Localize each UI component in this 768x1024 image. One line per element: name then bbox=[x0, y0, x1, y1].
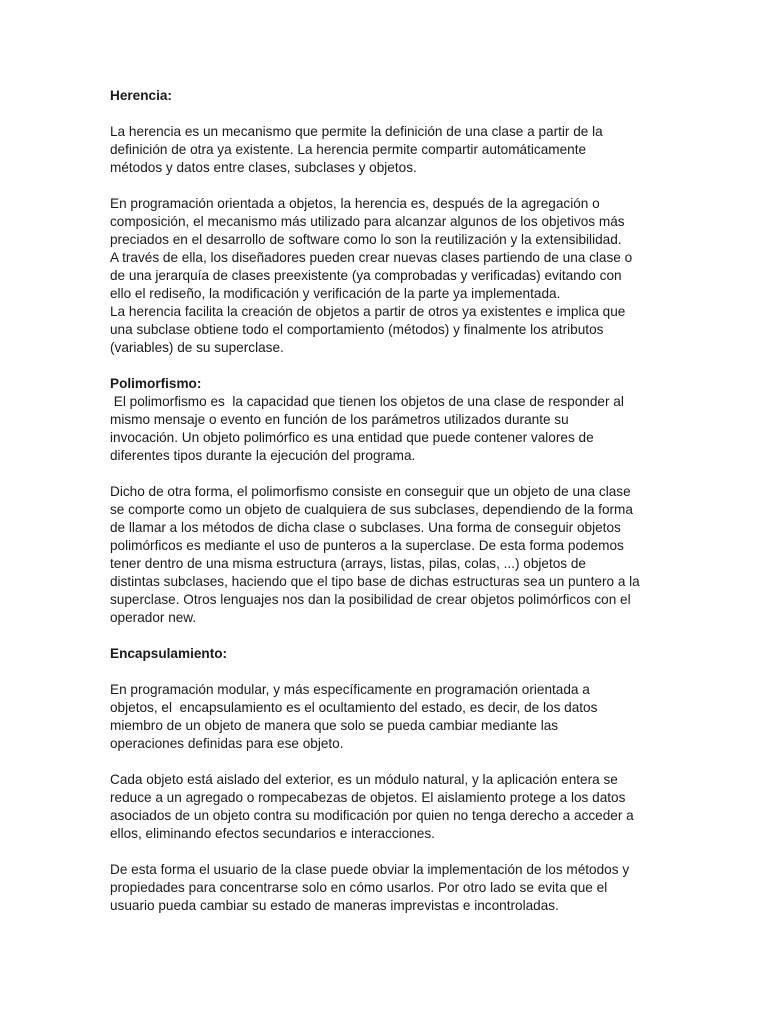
section-heading: Encapsulamiento: bbox=[110, 646, 228, 661]
section-2 bbox=[110, 375, 660, 627]
text-line: A través de ella, los diseñadores pueden crear nuevas clases partiendo de una clase o bbox=[110, 250, 633, 265]
text-line: se comporte como un objeto de cualquiera de sus subclases, dependiendo de la forma bbox=[110, 502, 633, 517]
paragraph bbox=[110, 681, 660, 753]
text-line: diferentes tipos durante la ejecución del programa. bbox=[110, 448, 416, 463]
text-line: operaciones definidas para ese objeto. bbox=[110, 736, 344, 751]
text-line: invocación. Un objeto polimórfico es una entidad que puede contener valores de bbox=[110, 430, 594, 445]
section-3 bbox=[110, 645, 660, 915]
text-line: Cada objeto está aislado del exterior, es un módulo natural, y la aplicación entera se bbox=[110, 772, 618, 787]
text-line: operador new. bbox=[110, 610, 197, 625]
text-line: ellos, eliminando efectos secundarios e interacciones. bbox=[110, 826, 435, 841]
text-line: La herencia facilita la creación de objetos a partir de otros ya existentes e implica que bbox=[110, 304, 626, 319]
text-line: De esta forma el usuario de la clase puede obviar la implementación de los métodos y bbox=[110, 862, 630, 877]
text-line: asociados de un objeto contra su modificación por quien no tenga derecho a acceder a bbox=[110, 808, 634, 823]
section-heading: Polimorfismo: bbox=[110, 376, 202, 391]
paragraph bbox=[110, 195, 660, 357]
text-line: de una jerarquía de clases preexistente (ya comprobadas y verificadas) evitando con bbox=[110, 268, 622, 283]
text-line: (variables) de su superclase. bbox=[110, 340, 284, 355]
paragraph bbox=[110, 393, 660, 465]
text-line: superclase. Otros lenguajes nos dan la posibilidad de crear objetos polimórficos con el bbox=[110, 592, 631, 607]
paragraph bbox=[110, 123, 660, 177]
text-line: La herencia es un mecanismo que permite la definición de una clase a partir de la bbox=[110, 124, 603, 139]
text-line: El polimorfismo es la capacidad que tienen los objetos de una clase de responder al bbox=[110, 394, 624, 409]
text-line: usuario pueda cambiar su estado de maneras imprevistas e incontroladas. bbox=[110, 898, 559, 913]
section-1 bbox=[110, 87, 660, 357]
text-line: En programación orientada a objetos, la herencia es, después de la agregación o bbox=[110, 196, 600, 211]
paragraph bbox=[110, 861, 660, 915]
paragraph bbox=[110, 771, 660, 843]
text-line: de llamar a los métodos de dicha clase o subclases. Una forma de conseguir objetos bbox=[110, 520, 621, 535]
text-line: reduce a un agregado o rompecabezas de objetos. El aislamiento protege a los datos bbox=[110, 790, 626, 805]
text-line: una subclase obtiene todo el comportamiento (métodos) y finalmente los atributos bbox=[110, 322, 604, 337]
text-line: polimórficos es mediante el uso de punteros a la superclase. De esta forma podemos bbox=[110, 538, 624, 553]
text-line: ello el rediseño, la modificación y verificación de la parte ya implementada. bbox=[110, 286, 561, 301]
document-body bbox=[110, 87, 660, 933]
section-heading: Herencia: bbox=[110, 88, 172, 103]
text-line: definición de otra ya existente. La herencia permite compartir automáticamente bbox=[110, 142, 587, 157]
text-line: distintas subclases, haciendo que el tipo base de dichas estructuras sea un puntero a la bbox=[110, 574, 640, 589]
text-line: preciados en el desarrollo de software como lo son la reutilización y la extensibilidad. bbox=[110, 232, 622, 247]
text-line: miembro de un objeto de manera que solo se pueda cambiar mediante las bbox=[110, 718, 559, 733]
text-line: objetos, el encapsulamiento es el ocultamiento del estado, es decir, de los datos bbox=[110, 700, 598, 715]
text-line: En programación modular, y más específicamente en programación orientada a bbox=[110, 682, 590, 697]
text-line: tener dentro de una misma estructura (arrays, listas, pilas, colas, ...) objetos de bbox=[110, 556, 586, 571]
paragraph bbox=[110, 483, 660, 627]
text-line: métodos y datos entre clases, subclases y objetos. bbox=[110, 160, 417, 175]
text-line: mismo mensaje o evento en función de los parámetros utilizados durante su bbox=[110, 412, 569, 427]
text-line: Dicho de otra forma, el polimorfismo consiste en conseguir que un objeto de una clase bbox=[110, 484, 631, 499]
text-line: propiedades para concentrarse solo en cómo usarlos. Por otro lado se evita que el bbox=[110, 880, 608, 895]
text-line: composición, el mecanismo más utilizado para alcanzar algunos de los objetivos más bbox=[110, 214, 625, 229]
